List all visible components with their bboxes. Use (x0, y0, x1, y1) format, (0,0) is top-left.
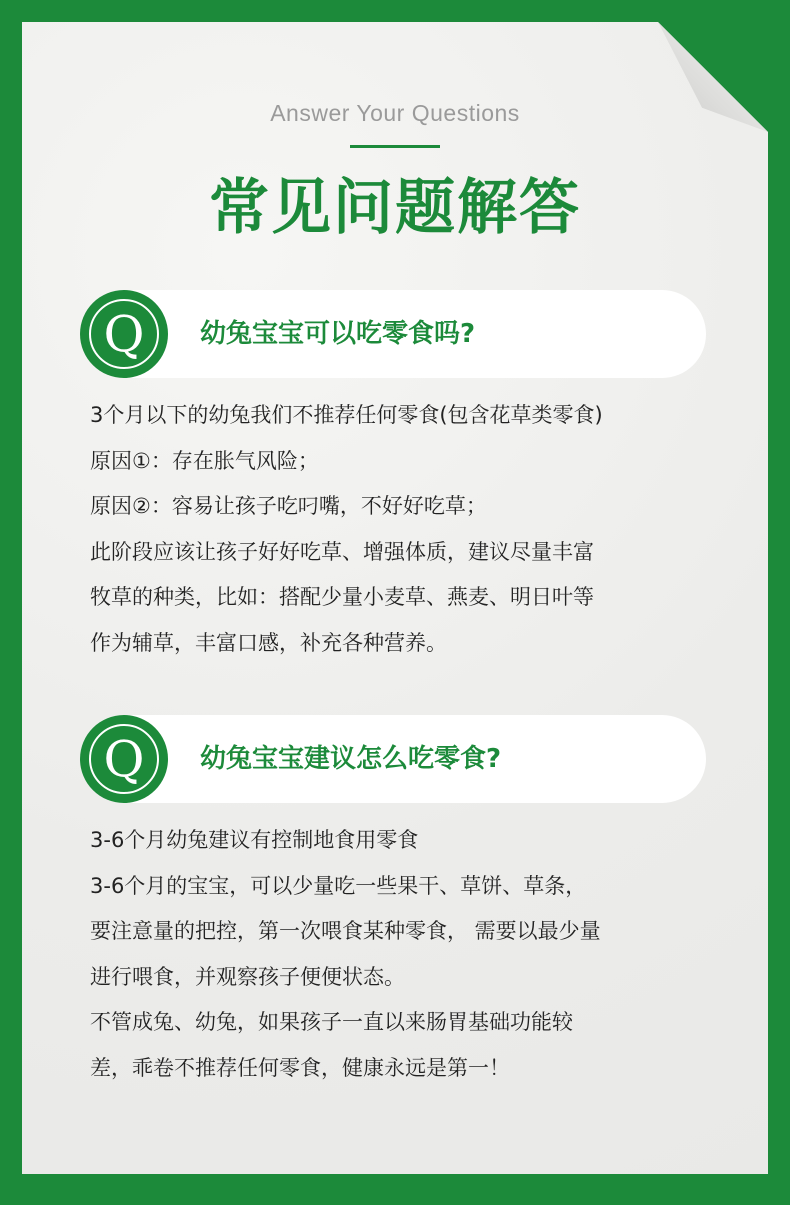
answer-line: 差，乖卷不推荐任何零食，健康永远是第一！ (90, 1055, 510, 1080)
question-text: 幼兔宝宝可以吃零食吗? (200, 319, 476, 349)
q-badge-icon: Q (80, 715, 168, 803)
answer-line: 牧草的种类，比如：搭配少量小麦草、燕麦、明日叶等 (90, 585, 594, 609)
answer-line: 进行喂食，并观察孩子便便状态。 (90, 964, 405, 989)
answer-block-1 (90, 393, 730, 666)
answer-line: 3个月以下的幼兔我们不推荐任何零食(包含花草类零食) (90, 403, 603, 427)
title-divider (350, 145, 440, 148)
page-title: 常见问题解答 (209, 173, 581, 243)
answer-line: 要注意量的把控，第一次喂食某种零食， 需要以最少量 (90, 919, 601, 943)
answer-line: 此阶段应该让孩子好好吃草、增强体质，建议尽量丰富 (90, 539, 594, 564)
answer-line: 3-6个月幼兔建议有控制地食用零食 (90, 828, 419, 852)
answer-line: 原因①：存在胀气风险； (90, 448, 319, 473)
q-badge-icon: Q (80, 290, 168, 378)
section-subtitle: Answer Your Questions (270, 100, 520, 126)
answer-block-2 (90, 818, 730, 1091)
question-bar-1 (80, 290, 706, 378)
question-bar-2 (80, 715, 706, 803)
answer-line: 3-6个月的宝宝，可以少量吃一些果干、草饼、草条， (90, 873, 587, 898)
question-text: 幼兔宝宝建议怎么吃零食? (200, 744, 502, 774)
answer-line: 不管成兔、幼兔，如果孩子一直以来肠胃基础功能较 (90, 1010, 573, 1034)
answer-line: 原因②：容易让孩子吃叼嘴，不好好吃草； (90, 494, 487, 518)
answer-line: 作为辅草，丰富口感，补充各种营养。 (90, 630, 447, 655)
